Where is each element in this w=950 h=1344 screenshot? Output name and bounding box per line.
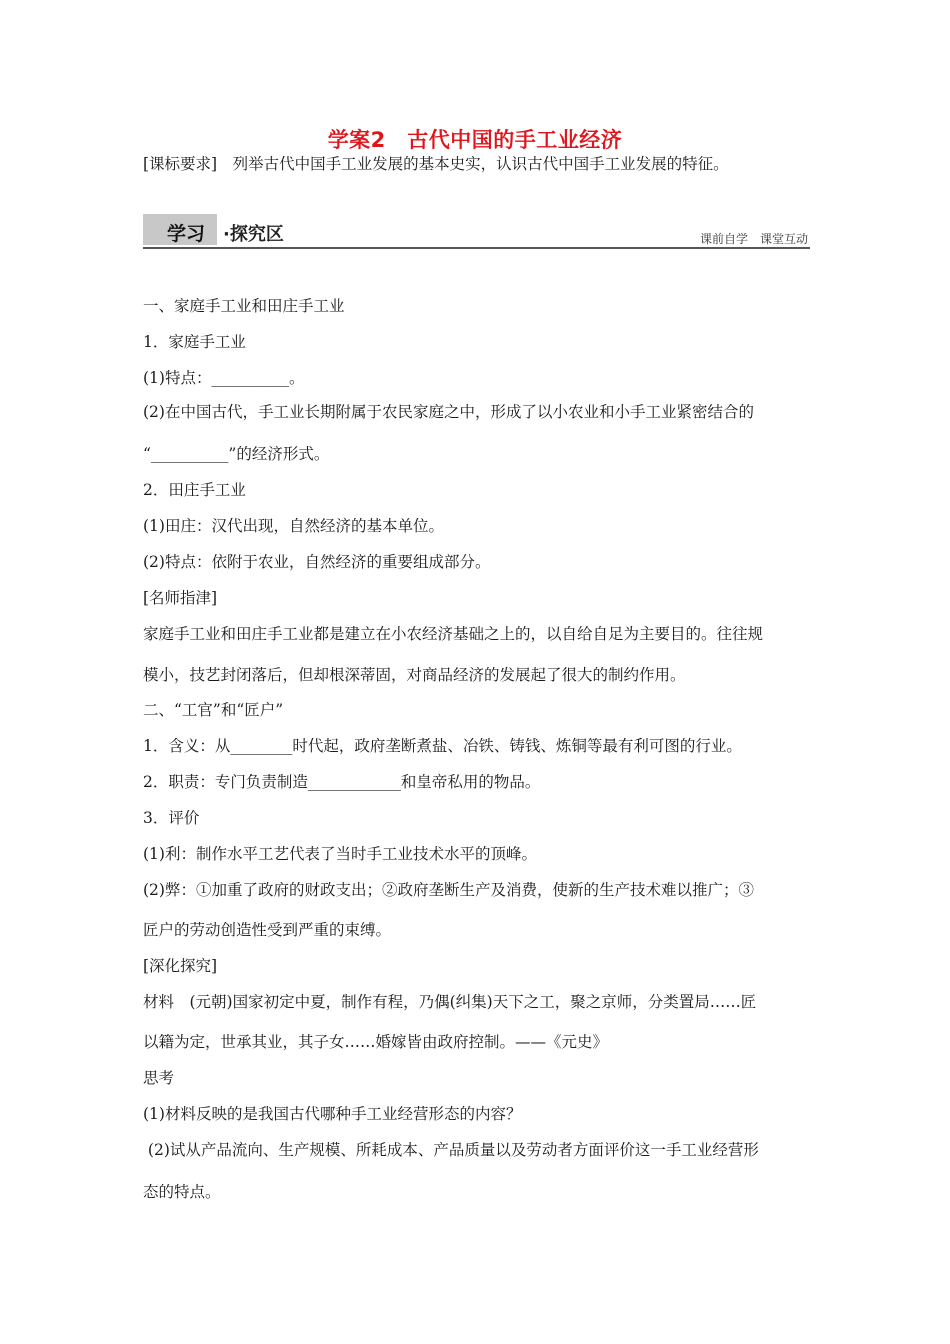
banner-sub-label: ·探究区 [223,224,284,245]
text-line: (1)田庄：汉代出现，自然经济的基本单位。 [143,517,444,535]
text-line: (2)特点：依附于农业，自然经济的重要组成部分。 [143,553,491,571]
section-banner [143,214,810,250]
text-line: (2)弊：①加重了政府的财政支出；②政府垄断生产及消费，使新的生产技术难以推广；③ [143,881,754,899]
text-line: (1)特点：__________。 [143,369,305,387]
text-line: 1．家庭手工业 [143,333,246,351]
text-line: 思考 [143,1069,175,1087]
text-line: 二、“工官”和“匠户” [143,701,284,719]
text-line: 匠户的劳动创造性受到严重的束缚。 [143,921,392,939]
text-line: (1)材料反映的是我国古代哪种手工业经营形态的内容？ [143,1105,522,1123]
text-line: 2．职责：专门负责制造____________和皇帝私用的物品。 [143,773,541,791]
text-line: 2．田庄手工业 [143,481,246,499]
banner-right-label: 课前自学 课堂互动 [699,232,808,246]
text-line: 模小，技艺封闭落后，但却根深蒂固，对商品经济的发展起了很大的制约作用。 [143,666,686,684]
text-line: 以籍为定，世承其业，其子女……婚嫁皆由政府控制。——《元史》 [143,1033,609,1051]
text-line: [深化探究] [143,957,218,975]
text-line: (2)试从产品流向、生产规模、所耗成本、产品质量以及劳动者方面评价这一手工业经营形 [143,1141,759,1159]
text-line: (1)利：制作水平工艺代表了当时手工业技术水平的顶峰。 [143,845,537,863]
curriculum-requirement: [课标要求] 列举古代中国手工业发展的基本史实，认识古代中国手工业发展的特征。 [143,155,729,173]
text-line: 3．评价 [143,809,200,827]
text-line: 材料 (元朝)国家初定中夏，制作有程，乃偶(纠集)天下之工，聚之京师，分类置局……匠 [143,993,757,1011]
text-line: 一、家庭手工业和田庄手工业 [143,297,345,315]
page-title: 学案2 古代中国的手工业经济 [327,128,623,152]
banner-divider [143,247,810,249]
text-line: (2)在中国古代，手工业长期附属于农民家庭之中，形成了以小农业和小手工业紧密结合的 [143,403,754,421]
text-line: “__________”的经济形式。 [143,445,330,463]
text-line: 家庭手工业和田庄手工业都是建立在小农经济基础之上的，以自给自足为主要目的。往往规 [143,625,764,643]
banner-main-label: 学习 [167,223,206,245]
text-line: 1．含义：从________时代起，政府垄断煮盐、冶铁、铸钱、炼铜等最有利可图的行业。 [143,737,742,755]
text-line: 态的特点。 [143,1183,221,1201]
text-line: [名师指津] [143,589,218,607]
